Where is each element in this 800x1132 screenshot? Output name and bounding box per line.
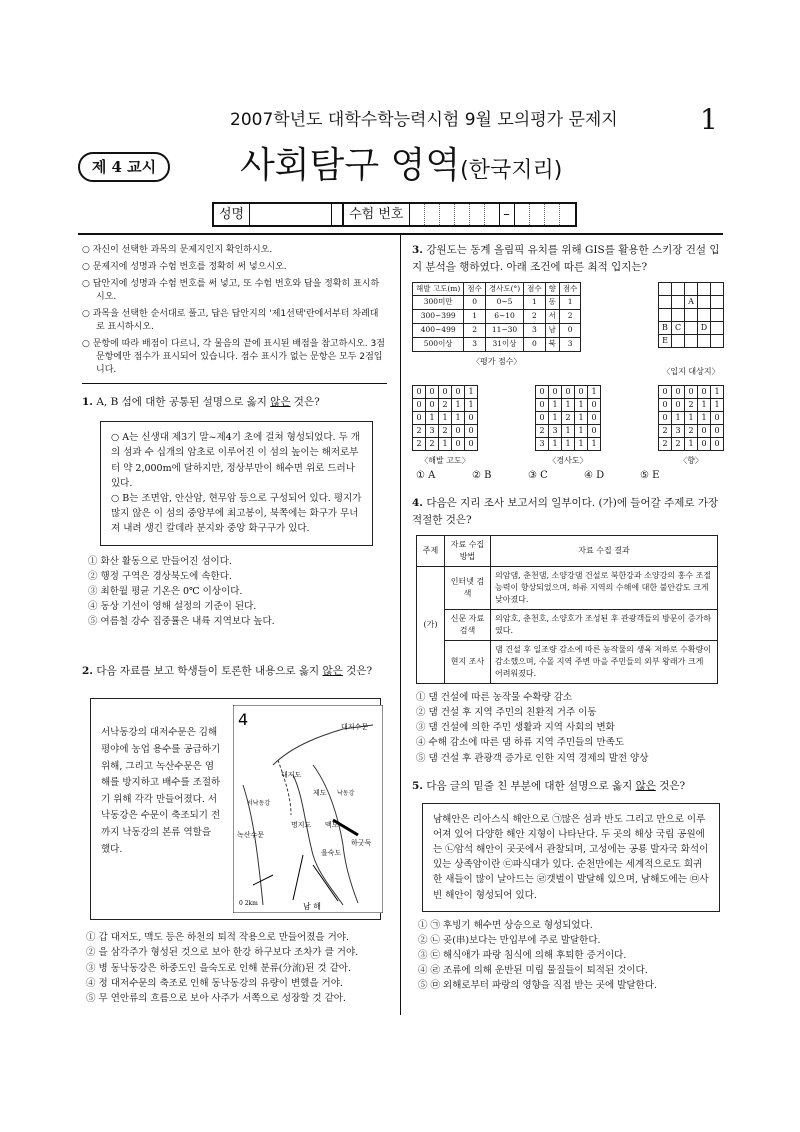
map-label: 제도 <box>313 789 327 798</box>
q1-passage-a: ○ A는 신생대 제3기 말~제4기 초에 걸쳐 형성되었다. 두 개의 섬과 수 십개의 암초로 이루어진 이 섬의 높이는 해저로부터 약 2,000m에 달하지만, 정상부만이 해수면 위로 드러나 있다. <box>111 432 360 489</box>
q1-options <box>88 554 387 630</box>
site-label: A <box>685 295 698 308</box>
answer-option[interactable]: ④ 정 대저수문의 축조로 인해 동낙동강의 유량이 변했을 거야. <box>86 977 343 989</box>
map-label: 서낙동강 <box>247 800 271 808</box>
period-badge: 제 4 교시 <box>78 152 170 182</box>
map-label: 명지도 <box>291 821 312 830</box>
instruction-item: ○ 답안지에 성명과 수험 번호를 써 넣고, 또 수험 번호와 답을 정확히 표시하시오. <box>82 279 380 303</box>
answer-option[interactable]: ② B <box>472 469 492 481</box>
answer-option[interactable]: ④ D <box>584 469 605 481</box>
exam-digit[interactable] <box>515 204 530 225</box>
score-caption: 〈평가 점수〉 <box>471 356 522 366</box>
exam-digit[interactable] <box>425 204 440 225</box>
subject-main: 사회탐구 영역 <box>240 145 461 186</box>
exam-digit[interactable] <box>410 204 425 225</box>
answer-option[interactable]: ① 갑 대저도, 맥도 등은 하천의 퇴적 작용으로 만들어졌을 거야. <box>86 932 349 944</box>
slope-grid-wrap <box>535 385 601 467</box>
score-table-wrap <box>412 282 581 378</box>
answer-option[interactable]: ④ 동상 기선이 영해 설정의 기준이 된다. <box>88 601 257 613</box>
answer-option[interactable]: ⑤ E <box>640 469 660 481</box>
q2-stem: 2. 다음 자료를 보고 학생들이 토론한 내용으로 옳지 않은 것은? <box>82 665 373 678</box>
map-label: 남 해 <box>303 902 321 912</box>
exam-digit[interactable] <box>440 204 455 225</box>
q2-options <box>86 930 387 1006</box>
left-column <box>82 244 387 1006</box>
subject-title <box>240 140 562 192</box>
exam-digit[interactable] <box>530 204 545 225</box>
instruction-item: ○ 자신이 선택한 과목의 문제지인지 확인하시오. <box>82 245 273 255</box>
map-label: 맥도 <box>325 821 339 830</box>
aspect-grid-wrap <box>658 385 724 467</box>
q2-figure-box <box>90 698 381 920</box>
score-row: 400~499 2 11~30 3 남 0 <box>413 324 581 338</box>
map-label: 대저수문 <box>341 723 369 732</box>
exam-dash: – <box>500 204 515 225</box>
q4-options <box>416 690 724 766</box>
exam-digit[interactable] <box>560 204 575 225</box>
answer-option[interactable]: ③ 병 동낙동강은 하중도인 을숙도로 인해 분류(分流)된 것 같아. <box>86 962 351 974</box>
site-caption: 〈입지 대상지〉 <box>662 366 720 376</box>
name-label: 성명 <box>214 204 250 225</box>
name-field[interactable] <box>250 204 332 225</box>
id-bar <box>212 202 577 227</box>
map-number: 4 <box>238 710 249 730</box>
exam-digit[interactable] <box>470 204 485 225</box>
map-label: 하굿둑 <box>351 839 372 848</box>
answer-option[interactable]: ① ㉠ 후빙기 해수면 상승으로 형성되었다. <box>418 919 593 931</box>
q1-passage-box <box>100 421 373 545</box>
site-grid <box>658 282 724 348</box>
map-label: 녹산수문 <box>237 831 265 840</box>
q5-passage-box: 남해안은 리아스식 해안으로 ㉠많은 섬과 반도 그리고 만으로 이루어져 있어 다양한 해안 지형이 나타난다. 두 곳의 해상 국립 공원에는 ㉡암석 해안이 곳곳에서 관찰되며, 고성에는 공룡 발자국 화석이 있는 상족암이란 ㉢파식대가 있다. 순천만에는 세계적으로도 희귀한 새들이 많이 날아드는 ㉣갯벌이 발달해 있으며, 남해도에는 ㉤사빈 해안이 형성되어 있다. <box>422 803 720 912</box>
report-row: 신문 자료 검색 의암호, 춘천호, 소양호가 조성된 후 관광객들의 방문이 증가하였다. <box>417 609 718 640</box>
instruction-item: ○ 과목을 선택한 순서대로 풀고, 답은 답안지의 '제1선택'란에서부터 차례대로 표시하시오. <box>82 309 379 333</box>
nakdong-map <box>233 705 383 913</box>
altitude-grid: 0 0 0 0 1 0 0 2 1 1 0 1 1 1 0 2 3 2 0 0 2 2 1 0 0 <box>412 385 478 451</box>
site-label: D <box>698 321 711 334</box>
score-row: 300미만 0 0~5 1 동 1 <box>413 296 581 310</box>
answer-option[interactable]: ② 을 삼각주가 형성된 것으로 보아 한강 하구보다 조차가 클 거야. <box>86 947 359 959</box>
instructions <box>82 244 387 377</box>
site-label: B <box>659 321 672 334</box>
answer-option[interactable]: ③ 댐 건설에 의한 주민 생활과 지역 사회의 변화 <box>416 722 615 734</box>
q3-stem: 3. 강원도는 동계 올림픽 유치를 위해 GIS를 활용한 스키장 건설 입지 분석을 행하였다. 아래 조건에 따른 최적 입지는? <box>412 244 720 273</box>
answer-option[interactable]: ② 행정 구역은 경상북도에 속한다. <box>88 570 232 582</box>
report-theme: (가) <box>417 566 445 683</box>
q3-grids <box>412 385 724 467</box>
instruction-item: ○ 문항에 따라 배점이 다르니, 각 물음의 끝에 표시된 배점을 참고하시오. 3점 문항에만 점수가 표시되어 있습니다. 점수 표시가 없는 문항은 모두 2점입니다. <box>82 339 385 376</box>
exam-digit[interactable] <box>545 204 560 225</box>
aspect-grid: 0 0 0 0 1 0 0 2 1 1 0 1 1 1 0 2 3 2 0 0 2 2 1 0 0 <box>658 385 724 451</box>
right-column <box>412 242 724 994</box>
exam-header: 2007학년도 대학수학능력시험 9월 모의평가 문제지 <box>230 110 618 130</box>
answer-option[interactable]: ③ C <box>528 469 548 481</box>
report-table: 주제 자료 수집 방법 자료 수집 결과 (가) 인터넷 검색 의암댐, 춘천댐, 소양강댐 건설로 북한강과 소양강의 홍수 조절 능력이 향상되었으며, 하류 지역의 수해에 대한 불안감도 크게 낮아졌다. 신문 자료 검색 의암호, 춘천호, 소양호가 조성된 후 관광객들의 방문이 증가하였다. 현지 조사 댐 건설 후 일조량 감소에 따른 농작물의 생육 저하로 수확량이 감소했으며, 수몰 지역 주변 마을 주민들의 외부 왕래가 크게 어려워졌다. <box>416 535 718 684</box>
q3-top-row <box>412 282 724 378</box>
score-row: 300~399 1 6~10 2 서 2 <box>413 310 581 324</box>
grid-caption: 〈해발 고도〉 <box>420 456 470 466</box>
slope-grid: 0 0 0 0 1 0 1 1 1 0 0 1 2 1 0 2 3 1 1 0 3 1 1 1 1 <box>535 385 601 451</box>
site-grid-wrap <box>658 282 724 378</box>
subject-sub: (한국지리) <box>460 158 563 183</box>
report-row: (가) 인터넷 검색 의암댐, 춘천댐, 소양강댐 건설로 북한강과 소양강의 홍수 조절 능력이 향상되었으며, 하류 지역의 수해에 대한 불안감도 크게 낮아졌다. <box>417 566 718 609</box>
altitude-grid-wrap <box>412 385 478 467</box>
answer-option[interactable]: ③ ㉢ 해식애가 파랑 침식에 의해 후퇴한 증거이다. <box>418 950 627 962</box>
answer-option[interactable]: ⑤ ㉤ 외해로부터 파랑의 영향을 직접 받는 곳에 발달한다. <box>418 980 657 992</box>
score-table: 해발 고도(m) 점수 경사도(°) 점수 향 점수 300미만 0 0~5 1 동 1 300~399 1 6~10 2 서 2 400~499 2 11~30 3 남 0 500이상 3 31이상 0 북 3 <box>412 282 581 352</box>
site-label: E <box>659 334 672 347</box>
map-label: 대저도 <box>281 771 302 780</box>
map-scale: 0 2km <box>239 900 258 908</box>
page-number: 1 <box>700 103 718 136</box>
map-label: 낙동강 <box>337 790 355 798</box>
q5-stem: 5. 다음 글의 밑줄 친 부분에 대한 설명으로 옳지 않은 것은? <box>412 779 686 792</box>
q4-stem: 4. 다음은 지리 조사 보고서의 일부이다. (가)에 들어갈 주제로 가장 적절한 것은? <box>412 497 719 527</box>
map-label: 을숙도 <box>321 849 342 858</box>
exam-digit[interactable] <box>485 204 500 225</box>
score-row: 500이상 3 31이상 0 북 3 <box>413 338 581 352</box>
grid-caption: 〈향〉 <box>679 456 703 466</box>
answer-option[interactable]: ④ ㉣ 조류에 의해 운반된 미립 물질들이 퇴적된 것이다. <box>418 965 648 977</box>
instruction-item: ○ 문제지에 성명과 수험 번호를 정확히 써 넣으시오. <box>82 262 287 273</box>
exam-number-label: 수험 번호 <box>344 204 409 225</box>
answer-option[interactable]: ⑤ 여름철 강수 집중률은 내륙 지역보다 높다. <box>88 616 275 628</box>
answer-option[interactable]: ② 댐 건설 후 지역 주민의 친환적 거주 이동 <box>416 707 597 719</box>
answer-option[interactable]: ① 댐 건설에 따른 농작물 수확량 감소 <box>416 691 573 703</box>
spacer <box>332 204 344 225</box>
q2-passage: 서낙동강의 대저수문은 김해평야에 농업 용수를 공급하기 위해, 그리고 녹산수문은 염해를 방지하고 배수를 조절하기 위해 각각 만들어졌다. 서낙동강은 수문이 축조되기 전까지 낙동강의 본류 역할을 했다. <box>101 727 221 855</box>
report-row: 현지 조사 댐 건설 후 일조량 감소에 따른 농작물의 생육 저하로 수확량이 감소했으며, 수몰 지역 주변 마을 주민들의 외부 왕래가 크게 어려워졌다. <box>417 640 718 683</box>
exam-digit[interactable] <box>455 204 470 225</box>
column-divider <box>400 235 401 1015</box>
site-label: C <box>672 321 685 334</box>
grid-caption: 〈경사도〉 <box>548 456 588 466</box>
q5-options <box>418 918 724 994</box>
divider <box>82 383 387 384</box>
answer-option[interactable]: ② ㉡ 곶(串)보다는 만입부에 주로 발달한다. <box>418 934 601 946</box>
q3-options <box>416 469 724 484</box>
q1-stem: 1. A, B 섬에 대한 공통된 설명으로 옳지 않은 것은? <box>82 396 320 409</box>
answer-option[interactable]: ① 화산 활동으로 만들어진 섬이다. <box>88 555 232 567</box>
answer-option[interactable]: ⑤ 댐 건설 후 관광객 증가로 인한 지역 경제의 발전 양상 <box>416 752 649 764</box>
answer-option[interactable]: ⑤ 무 연안류의 흐름으로 보아 사주가 서쪽으로 성장할 것 같아. <box>86 993 346 1005</box>
answer-option[interactable]: ③ 최한월 평균 기온은 0℃ 이상이다. <box>88 585 243 597</box>
answer-option[interactable]: ① A <box>416 469 436 481</box>
q1-passage-b: ○ B는 조면암, 안산암, 현무암 등으로 구성되어 있다. 평지가 많지 않은 이 섬의 중앙부에 최고봉이, 북쪽에는 화구가 무너져 내려 생긴 칼데라 분지와 중앙 화구구가 있다. <box>111 492 362 535</box>
answer-option[interactable]: ④ 수해 감소에 따른 댐 하류 지역 주민들의 만족도 <box>416 737 625 749</box>
